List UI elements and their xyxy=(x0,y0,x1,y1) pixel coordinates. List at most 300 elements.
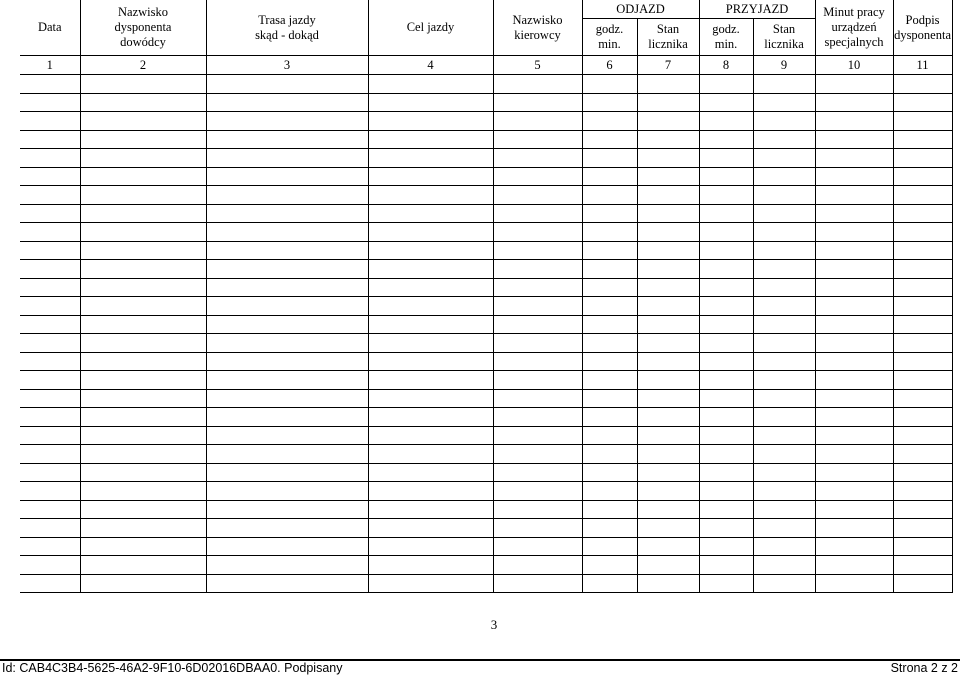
table-cell xyxy=(206,352,368,371)
header-minut-pracy: Minut pracy urządzeń specjalnych xyxy=(815,0,893,56)
table-cell xyxy=(206,315,368,334)
table-cell xyxy=(582,556,637,575)
table-cell xyxy=(493,463,582,482)
table-cell xyxy=(493,519,582,538)
table-cell xyxy=(582,519,637,538)
table-cell xyxy=(753,297,815,316)
table-cell xyxy=(753,334,815,353)
column-number: 7 xyxy=(637,56,699,75)
header-nazwisko-kierowcy: Nazwisko kierowcy xyxy=(493,0,582,56)
table-cell xyxy=(20,93,80,112)
table-cell xyxy=(637,130,699,149)
table-cell xyxy=(637,204,699,223)
table-cell xyxy=(815,463,893,482)
table-cell xyxy=(637,426,699,445)
table-cell xyxy=(582,352,637,371)
table-cell xyxy=(637,500,699,519)
table-cell xyxy=(206,93,368,112)
table-cell xyxy=(368,315,493,334)
table-cell xyxy=(206,556,368,575)
table-cell xyxy=(815,371,893,390)
table-cell xyxy=(206,167,368,186)
table-cell xyxy=(368,93,493,112)
table-cell xyxy=(368,482,493,501)
column-number: 10 xyxy=(815,56,893,75)
column-number-row xyxy=(20,56,952,75)
table-cell xyxy=(80,537,206,556)
table-cell xyxy=(368,519,493,538)
table-cell xyxy=(753,556,815,575)
table-cell xyxy=(20,352,80,371)
table-cell xyxy=(893,130,952,149)
table-cell xyxy=(493,500,582,519)
table-cell xyxy=(637,167,699,186)
table-cell xyxy=(753,149,815,168)
table-cell xyxy=(699,537,753,556)
table-cell xyxy=(637,537,699,556)
table-cell xyxy=(637,519,699,538)
table-cell xyxy=(699,463,753,482)
table-cell xyxy=(20,278,80,297)
table-cell xyxy=(582,297,637,316)
table-cell xyxy=(206,574,368,593)
table-cell xyxy=(368,408,493,427)
table-cell xyxy=(699,130,753,149)
table-row xyxy=(20,389,952,408)
table-cell xyxy=(20,130,80,149)
table-cell xyxy=(206,260,368,279)
column-number: 1 xyxy=(20,56,80,75)
table-cell xyxy=(80,167,206,186)
table-cell xyxy=(582,463,637,482)
table-row xyxy=(20,167,952,186)
table-row xyxy=(20,445,952,464)
table-cell xyxy=(206,500,368,519)
table-cell xyxy=(637,389,699,408)
table-cell xyxy=(893,408,952,427)
table-cell xyxy=(699,445,753,464)
table-row xyxy=(20,519,952,538)
table-cell xyxy=(368,463,493,482)
table-cell xyxy=(493,149,582,168)
table-cell xyxy=(753,93,815,112)
table-cell xyxy=(582,389,637,408)
table-cell xyxy=(368,149,493,168)
table-cell xyxy=(206,223,368,242)
table-cell xyxy=(699,334,753,353)
table-cell xyxy=(493,278,582,297)
table-row xyxy=(20,537,952,556)
table-cell xyxy=(582,408,637,427)
table-cell xyxy=(80,445,206,464)
table-cell xyxy=(893,297,952,316)
table-cell xyxy=(368,241,493,260)
table-cell xyxy=(753,260,815,279)
table-cell xyxy=(815,260,893,279)
table-cell xyxy=(206,537,368,556)
header-cel-jazdy: Cel jazdy xyxy=(368,0,493,56)
table-row xyxy=(20,93,952,112)
table-cell xyxy=(582,278,637,297)
table-cell xyxy=(80,389,206,408)
table-cell xyxy=(699,260,753,279)
table-cell xyxy=(815,315,893,334)
table-cell xyxy=(368,445,493,464)
table-cell xyxy=(582,186,637,205)
table-cell xyxy=(699,315,753,334)
table-cell xyxy=(582,167,637,186)
table-cell xyxy=(815,93,893,112)
table-cell xyxy=(815,426,893,445)
table-row xyxy=(20,315,952,334)
table-cell xyxy=(753,186,815,205)
table-row xyxy=(20,371,952,390)
table-row xyxy=(20,297,952,316)
table-cell xyxy=(637,223,699,242)
table-cell xyxy=(637,241,699,260)
table-row xyxy=(20,204,952,223)
table-cell xyxy=(699,278,753,297)
table-cell xyxy=(815,574,893,593)
table-cell xyxy=(753,167,815,186)
table-cell xyxy=(80,556,206,575)
table-cell xyxy=(815,204,893,223)
table-cell xyxy=(815,112,893,131)
table-cell xyxy=(20,408,80,427)
table-cell xyxy=(493,556,582,575)
table-cell xyxy=(20,574,80,593)
table-cell xyxy=(637,408,699,427)
table-cell xyxy=(80,204,206,223)
table-cell xyxy=(368,186,493,205)
table-cell xyxy=(80,130,206,149)
table-cell xyxy=(80,574,206,593)
table-cell xyxy=(815,334,893,353)
table-cell xyxy=(637,315,699,334)
table-cell xyxy=(699,500,753,519)
header-odjazd-godz: godz. min. xyxy=(582,19,637,56)
table-cell xyxy=(893,75,952,94)
table-cell xyxy=(699,556,753,575)
table-cell xyxy=(20,297,80,316)
table-cell xyxy=(206,389,368,408)
table-cell xyxy=(815,408,893,427)
table-cell xyxy=(815,482,893,501)
table-cell xyxy=(699,167,753,186)
table-cell xyxy=(753,130,815,149)
table-row xyxy=(20,463,952,482)
table-cell xyxy=(637,93,699,112)
table-cell xyxy=(753,278,815,297)
table-cell xyxy=(815,537,893,556)
table-cell xyxy=(699,186,753,205)
header-przyjazd: PRZYJAZD xyxy=(699,0,815,19)
table-cell xyxy=(80,463,206,482)
table-cell xyxy=(753,352,815,371)
table-cell xyxy=(80,500,206,519)
table-row xyxy=(20,426,952,445)
table-cell xyxy=(637,482,699,501)
header-data: Data xyxy=(20,0,80,56)
table-cell xyxy=(582,130,637,149)
table-cell xyxy=(753,482,815,501)
table-cell xyxy=(753,371,815,390)
table-cell xyxy=(893,186,952,205)
table-cell xyxy=(20,537,80,556)
table-cell xyxy=(80,149,206,168)
table-cell xyxy=(20,186,80,205)
table-cell xyxy=(893,500,952,519)
table-cell xyxy=(493,260,582,279)
table-cell xyxy=(582,75,637,94)
table-cell xyxy=(637,75,699,94)
header-trasa-jazdy: Trasa jazdy skąd - dokąd xyxy=(206,0,368,56)
table-row xyxy=(20,75,952,94)
table-cell xyxy=(206,482,368,501)
table-cell xyxy=(893,556,952,575)
table-cell xyxy=(815,519,893,538)
table-cell xyxy=(699,297,753,316)
table-cell xyxy=(368,352,493,371)
table-cell xyxy=(493,167,582,186)
table-cell xyxy=(493,297,582,316)
table-cell xyxy=(80,334,206,353)
table-cell xyxy=(368,574,493,593)
table-cell xyxy=(80,260,206,279)
table-cell xyxy=(637,352,699,371)
table-row xyxy=(20,223,952,242)
table-cell xyxy=(815,500,893,519)
table-cell xyxy=(20,426,80,445)
table-cell xyxy=(368,556,493,575)
table-cell xyxy=(815,389,893,408)
table-cell xyxy=(368,112,493,131)
table-cell xyxy=(206,297,368,316)
table-cell xyxy=(493,334,582,353)
table-cell xyxy=(20,315,80,334)
table-cell xyxy=(815,186,893,205)
table-cell xyxy=(893,315,952,334)
table-cell xyxy=(815,223,893,242)
table-cell xyxy=(80,278,206,297)
table-cell xyxy=(893,278,952,297)
column-number: 5 xyxy=(493,56,582,75)
header-przyjazd-godz: godz. min. xyxy=(699,19,753,56)
table-cell xyxy=(637,278,699,297)
table-row xyxy=(20,149,952,168)
column-number: 2 xyxy=(80,56,206,75)
table-cell xyxy=(493,389,582,408)
table-cell xyxy=(20,500,80,519)
column-number: 6 xyxy=(582,56,637,75)
table-cell xyxy=(80,371,206,390)
table-cell xyxy=(493,445,582,464)
table-cell xyxy=(699,389,753,408)
table-cell xyxy=(20,463,80,482)
table-cell xyxy=(493,241,582,260)
table-cell xyxy=(699,482,753,501)
table-cell xyxy=(206,371,368,390)
table-cell xyxy=(206,334,368,353)
table-row xyxy=(20,408,952,427)
table-cell xyxy=(206,463,368,482)
table-row xyxy=(20,241,952,260)
header-nazwisko-dysponenta: Nazwisko dysponenta dowódcy xyxy=(80,0,206,56)
table-row xyxy=(20,352,952,371)
table-row xyxy=(20,500,952,519)
table-cell xyxy=(206,130,368,149)
table-cell xyxy=(753,463,815,482)
table-row xyxy=(20,574,952,593)
table-cell xyxy=(753,75,815,94)
table-cell xyxy=(493,482,582,501)
table-row xyxy=(20,556,952,575)
table-cell xyxy=(368,500,493,519)
table-cell xyxy=(753,574,815,593)
table-cell xyxy=(206,408,368,427)
table-cell xyxy=(206,75,368,94)
table-cell xyxy=(815,556,893,575)
table-cell xyxy=(368,130,493,149)
table-cell xyxy=(699,204,753,223)
table-cell xyxy=(893,389,952,408)
table-cell xyxy=(368,278,493,297)
table-cell xyxy=(80,186,206,205)
table-cell xyxy=(582,241,637,260)
table-cell xyxy=(699,149,753,168)
table-cell xyxy=(893,260,952,279)
table-cell xyxy=(582,426,637,445)
header-row-top xyxy=(20,0,952,19)
column-number: 11 xyxy=(893,56,952,75)
table-cell xyxy=(80,223,206,242)
table-cell xyxy=(368,334,493,353)
column-number: 9 xyxy=(753,56,815,75)
table-cell xyxy=(582,334,637,353)
table-cell xyxy=(893,426,952,445)
table-cell xyxy=(582,500,637,519)
table-cell xyxy=(20,519,80,538)
table-cell xyxy=(582,112,637,131)
table-cell xyxy=(80,482,206,501)
table-cell xyxy=(637,149,699,168)
table-row xyxy=(20,112,952,131)
table-cell xyxy=(493,408,582,427)
table-cell xyxy=(493,371,582,390)
table-cell xyxy=(637,260,699,279)
table-cell xyxy=(80,241,206,260)
table-cell xyxy=(493,93,582,112)
table-cell xyxy=(893,241,952,260)
table-cell xyxy=(20,445,80,464)
table-cell xyxy=(893,519,952,538)
table-cell xyxy=(20,334,80,353)
table-cell xyxy=(815,75,893,94)
table-cell xyxy=(20,260,80,279)
table-cell xyxy=(80,352,206,371)
table-cell xyxy=(753,537,815,556)
table-cell xyxy=(368,371,493,390)
table-cell xyxy=(493,186,582,205)
table-cell xyxy=(80,315,206,334)
table-cell xyxy=(753,112,815,131)
table-cell xyxy=(582,445,637,464)
table-cell xyxy=(815,241,893,260)
table-cell xyxy=(893,167,952,186)
header-odjazd: ODJAZD xyxy=(582,0,699,19)
table-cell xyxy=(493,112,582,131)
table-cell xyxy=(637,297,699,316)
table-cell xyxy=(893,334,952,353)
table-row xyxy=(20,334,952,353)
table-cell xyxy=(893,112,952,131)
table-row xyxy=(20,482,952,501)
table-cell xyxy=(893,463,952,482)
table-cell xyxy=(20,167,80,186)
table-cell xyxy=(493,315,582,334)
table-cell xyxy=(368,75,493,94)
footer-document-id: Id: CAB4C3B4-5625-46A2-9F10-6D02016DBAA0. Podpisany xyxy=(2,661,343,675)
table-cell xyxy=(815,297,893,316)
table-cell xyxy=(20,241,80,260)
table-cell xyxy=(20,75,80,94)
table-cell xyxy=(206,149,368,168)
table-cell xyxy=(80,519,206,538)
table-cell xyxy=(753,500,815,519)
table-cell xyxy=(368,204,493,223)
table-cell xyxy=(582,204,637,223)
table-cell xyxy=(20,389,80,408)
table-cell xyxy=(893,93,952,112)
table-cell xyxy=(699,426,753,445)
table-cell xyxy=(637,334,699,353)
table-cell xyxy=(893,445,952,464)
column-number: 4 xyxy=(368,56,493,75)
table-cell xyxy=(20,223,80,242)
table-cell xyxy=(493,537,582,556)
table-cell xyxy=(637,112,699,131)
table-cell xyxy=(368,537,493,556)
column-number: 3 xyxy=(206,56,368,75)
table-row xyxy=(20,278,952,297)
table-cell xyxy=(582,574,637,593)
table-cell xyxy=(815,445,893,464)
column-number: 8 xyxy=(699,56,753,75)
table-cell xyxy=(753,204,815,223)
table-cell xyxy=(368,223,493,242)
table-cell xyxy=(20,149,80,168)
table-cell xyxy=(699,112,753,131)
table-cell xyxy=(893,204,952,223)
table-cell xyxy=(368,297,493,316)
table-cell xyxy=(206,445,368,464)
table-row xyxy=(20,260,952,279)
table-cell xyxy=(582,371,637,390)
table-cell xyxy=(699,574,753,593)
trip-log-table xyxy=(20,0,953,593)
table-cell xyxy=(80,408,206,427)
header-odjazd-stan: Stan licznika xyxy=(637,19,699,56)
table-cell xyxy=(893,223,952,242)
table-row xyxy=(20,130,952,149)
table-cell xyxy=(80,426,206,445)
table-cell xyxy=(637,371,699,390)
table-cell xyxy=(20,482,80,501)
table-cell xyxy=(753,223,815,242)
table-cell xyxy=(206,204,368,223)
table-cell xyxy=(753,408,815,427)
table-cell xyxy=(699,408,753,427)
